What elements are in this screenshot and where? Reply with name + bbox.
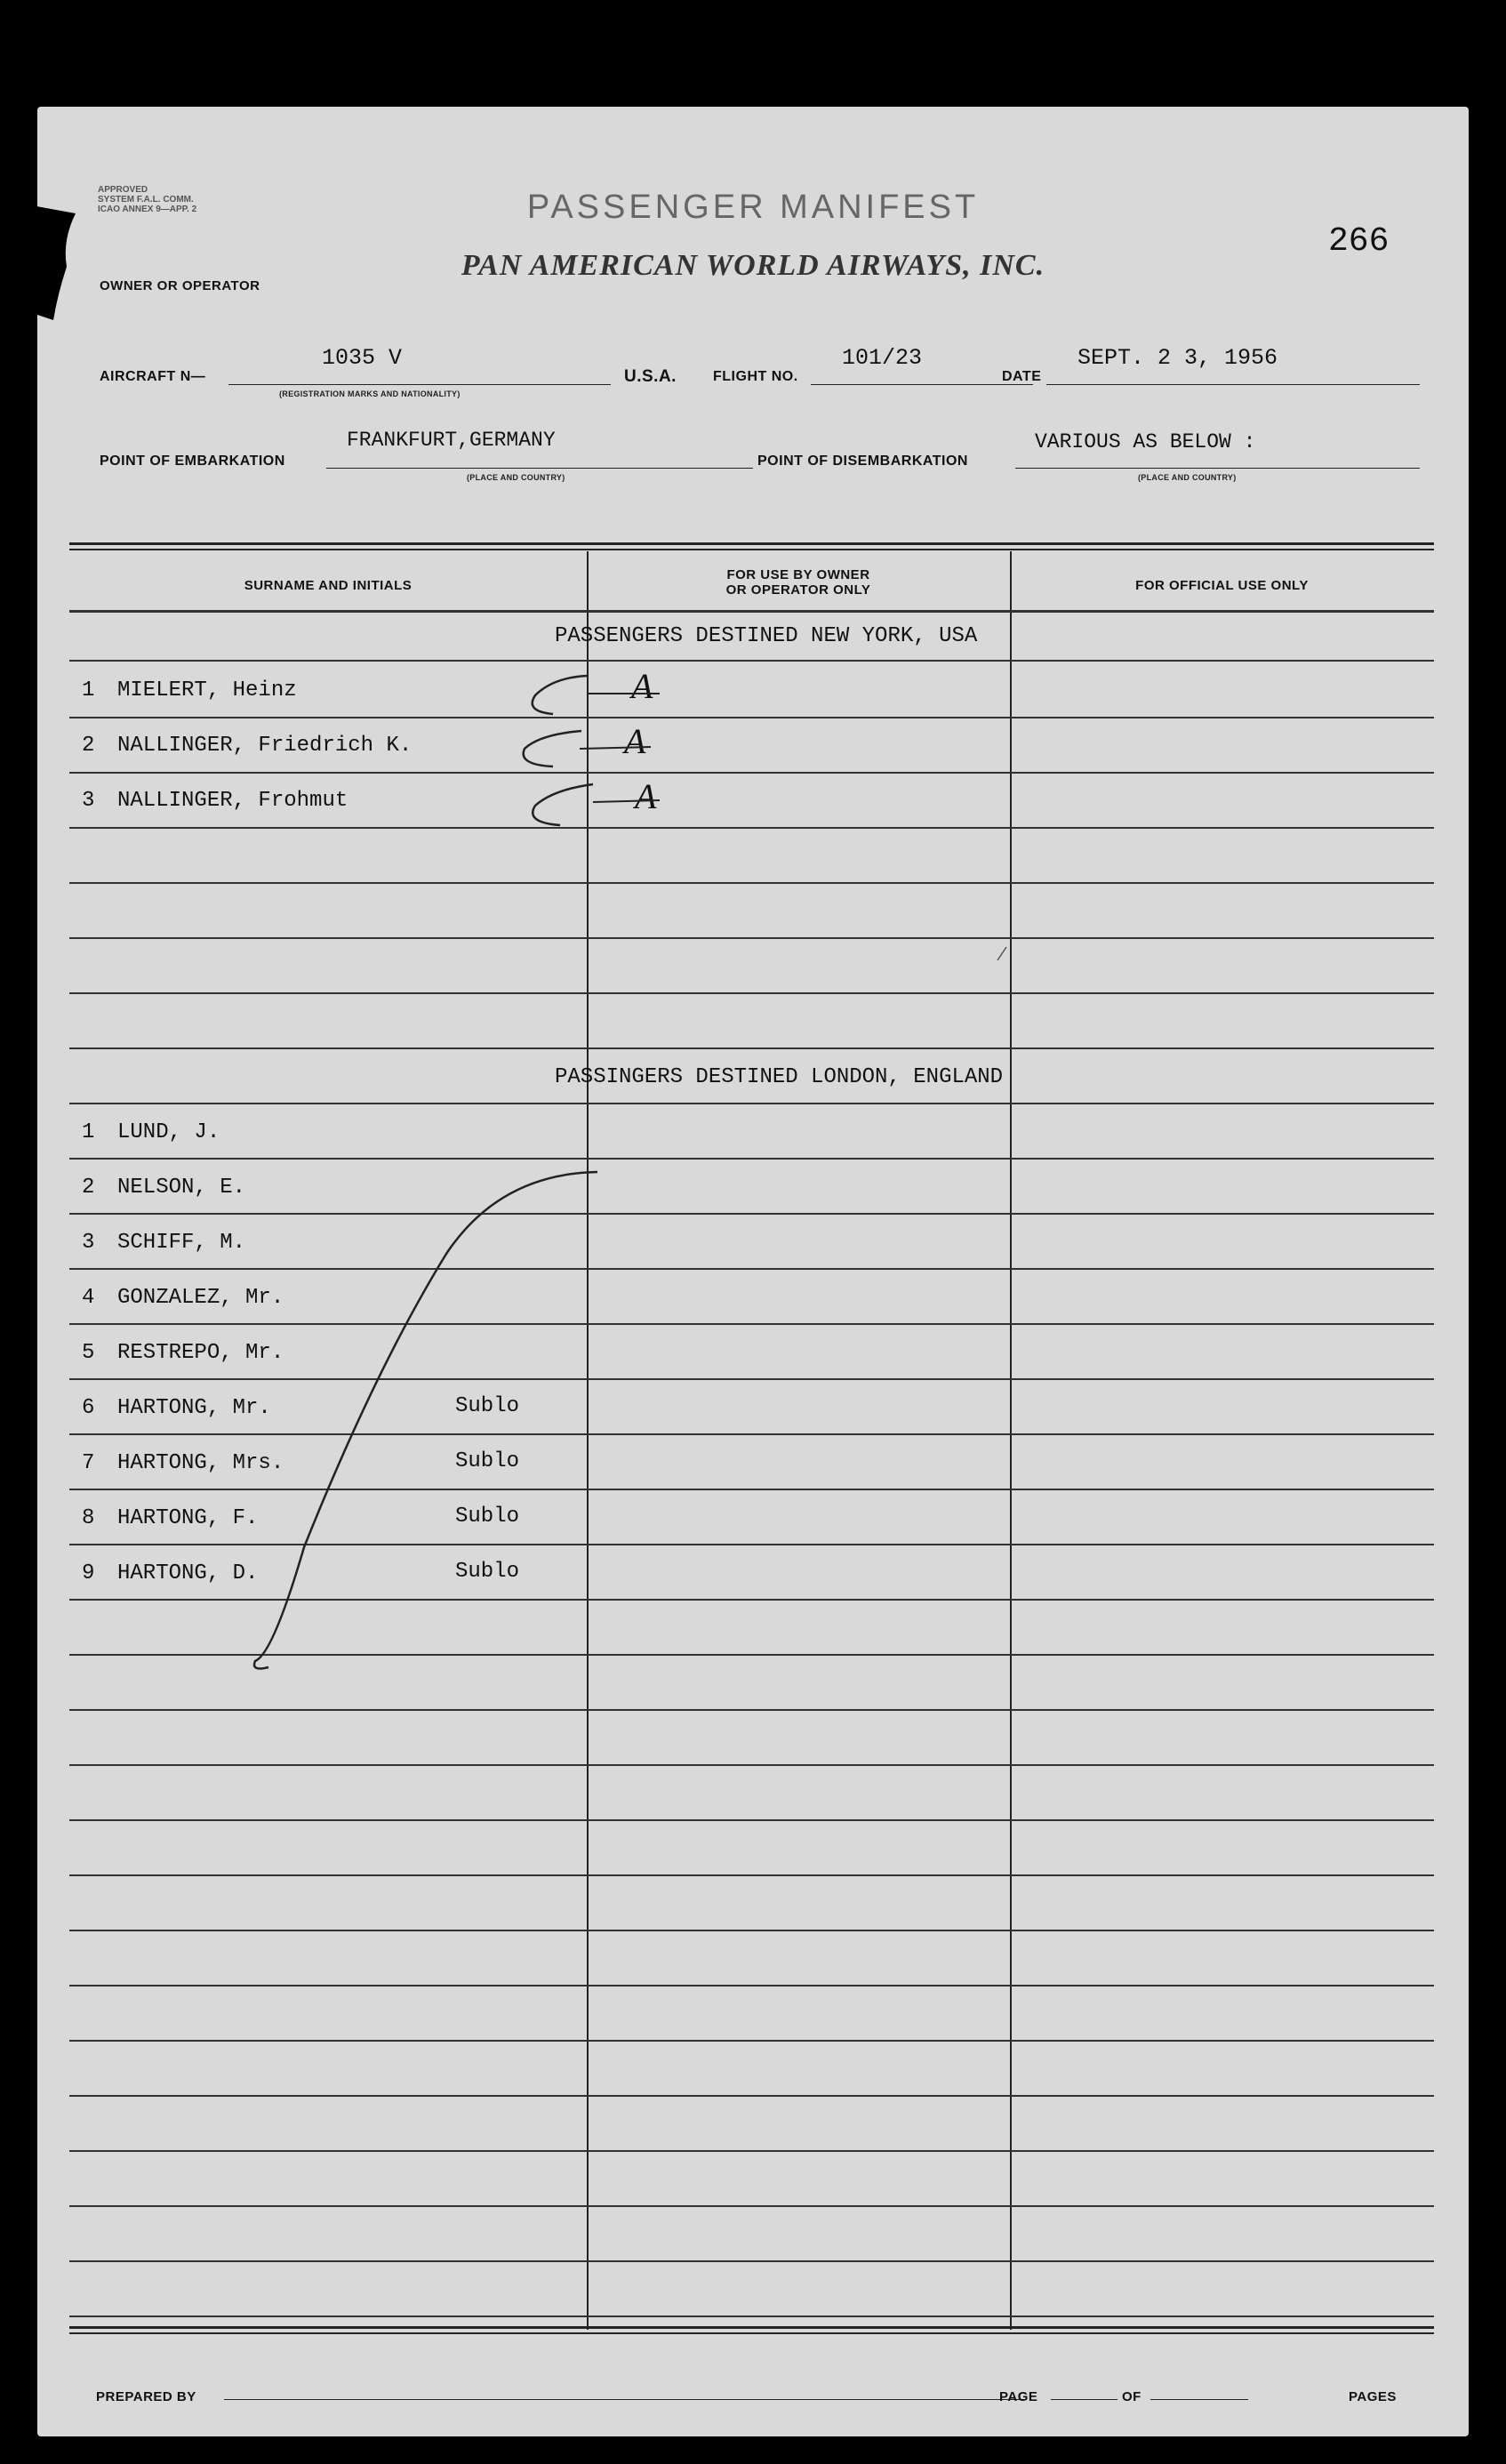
page-number: 266 [1328, 222, 1390, 261]
flight-label: FLIGHT NO. [713, 369, 798, 384]
aircraft-label: AIRCRAFT N— [100, 369, 206, 384]
passenger-name: HARTONG, D. [117, 1561, 259, 1585]
torn-corner-shape [27, 205, 89, 329]
passenger-name: SCHIFF, M. [117, 1231, 246, 1255]
disembarkation-value: VARIOUS AS BELOW : [1035, 430, 1256, 453]
check-mark: A [624, 721, 646, 761]
date-label: DATE [1002, 369, 1042, 384]
flight-value: 101/23 [842, 345, 923, 371]
passenger-number: 2 [82, 1176, 95, 1200]
passenger-number: 8 [82, 1506, 95, 1530]
approval-line: SYSTEM F.A.L. COMM. [98, 195, 194, 205]
approval-line: ICAO ANNEX 9—APP. 2 [98, 205, 197, 214]
approval-line: APPROVED [98, 185, 148, 195]
passenger-number: 6 [82, 1396, 95, 1420]
disembarkation-caption: (PLACE AND COUNTRY) [1138, 473, 1237, 482]
usa-label: U.S.A. [624, 367, 677, 386]
aircraft-value: 1035 V [322, 345, 403, 371]
passenger-number: 9 [82, 1561, 95, 1585]
passenger-note: Sublo [455, 1505, 520, 1529]
passenger-name: HARTONG, Mrs. [117, 1451, 284, 1475]
passenger-name: NELSON, E. [117, 1176, 246, 1200]
passenger-name: HARTONG, F. [117, 1506, 259, 1530]
passenger-name: HARTONG, Mr. [117, 1396, 271, 1420]
owner-label: OWNER OR OPERATOR [100, 278, 260, 293]
passenger-note: Sublo [455, 1394, 520, 1418]
handwritten-strokes [37, 107, 1469, 2436]
passenger-name: NALLINGER, Frohmut [117, 789, 348, 813]
section-heading-london: PASSINGERS DESTINED LONDON, ENGLAND [555, 1065, 1004, 1089]
embarkation-label: POINT OF EMBARKATION [100, 453, 285, 469]
passenger-number: 2 [82, 734, 95, 758]
page-label: PAGE [999, 2389, 1038, 2404]
check-mark: A [635, 776, 657, 816]
passenger-number: 1 [82, 678, 95, 702]
aircraft-caption: (REGISTRATION MARKS AND NATIONALITY) [279, 389, 461, 398]
passenger-note: Sublo [455, 1449, 520, 1473]
pages-label: PAGES [1349, 2389, 1397, 2404]
passenger-note: Sublo [455, 1560, 520, 1584]
embarkation-caption: (PLACE AND COUNTRY) [467, 473, 565, 482]
manifest-sheet [37, 107, 1469, 2436]
section-heading-new-york: PASSENGERS DESTINED NEW YORK, USA [555, 624, 978, 648]
col-official-header: FOR OFFICIAL USE ONLY [1135, 578, 1309, 593]
passenger-number: 7 [82, 1451, 95, 1475]
of-label: OF [1122, 2389, 1142, 2404]
passenger-name: GONZALEZ, Mr. [117, 1286, 284, 1310]
form-title: PASSENGER MANIFEST [526, 189, 980, 226]
date-value: SEPT. 2 3, 1956 [1077, 345, 1278, 371]
check-mark: A [631, 666, 653, 706]
prepared-by-label: PREPARED BY [96, 2389, 196, 2404]
passenger-number: 5 [82, 1341, 95, 1365]
passenger-name: LUND, J. [117, 1120, 220, 1144]
passenger-number: 1 [82, 1120, 95, 1144]
disembarkation-label: POINT OF DISEMBARKATION [757, 453, 968, 469]
col-surname-header: SURNAME AND INITIALS [244, 578, 413, 593]
passenger-name: RESTREPO, Mr. [117, 1341, 284, 1365]
passenger-number: 4 [82, 1286, 95, 1310]
operator-name: PAN AMERICAN WORLD AIRWAYS, INC. [461, 249, 1045, 282]
embarkation-value: FRANKFURT,GERMANY [347, 429, 556, 452]
col-owner-line: OR OPERATOR ONLY [725, 582, 871, 598]
passenger-number: 3 [82, 1231, 95, 1255]
passenger-name: NALLINGER, Friedrich K. [117, 734, 413, 758]
passenger-number: 3 [82, 789, 95, 813]
col-owner-line: FOR USE BY OWNER [726, 567, 870, 582]
passenger-name: MIELERT, Heinz [117, 678, 297, 702]
